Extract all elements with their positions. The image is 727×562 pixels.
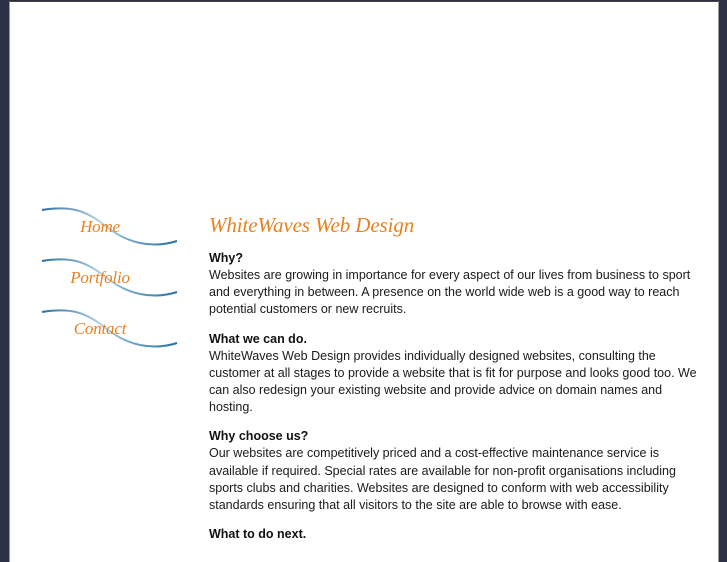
nav-home-label: Home bbox=[80, 217, 120, 236]
page-container bbox=[9, 1, 719, 562]
section-what-we-can-do bbox=[209, 331, 709, 417]
main-content bbox=[209, 213, 709, 555]
section-body: Our websites are competitively priced and a cost-effective maintenance service is available if required. Special rates are available for non-profit organisations including sports clubs and charities. Websites are designed to conform with web accessibility standards ensuring that all visitors to the site are able to browse with ease. bbox=[209, 446, 676, 513]
nav-portfolio-label: Portfolio bbox=[70, 268, 130, 287]
section-heading: Why choose us? bbox=[209, 429, 309, 444]
section-heading: What we can do. bbox=[209, 331, 307, 346]
section-why-choose-us bbox=[209, 428, 709, 514]
section-heading: What to do next. bbox=[209, 527, 307, 542]
nav-portfolio-link[interactable] bbox=[32, 256, 182, 307]
main-navigation bbox=[32, 205, 182, 358]
section-body: Websites are growing in importance for every aspect of our lives from business to sport and everything in between. A presence on the world wide web is a good way to reach potential customers or new recruits. bbox=[209, 268, 691, 317]
section-body: WhiteWaves Web Design provides individually designed websites, consulting the customer at all stages to provide a website that is fit for purpose and looks good too. We can also redesign your existing website and provide advice on domain names and hosting. bbox=[209, 348, 697, 415]
section-what-to-do-next bbox=[209, 526, 709, 543]
nav-contact-link[interactable] bbox=[32, 307, 182, 358]
nav-contact-label: Contact bbox=[73, 319, 127, 338]
nav-home-link[interactable] bbox=[32, 205, 182, 256]
section-heading: Why? bbox=[209, 251, 244, 265]
site-title: WhiteWaves Web Design bbox=[209, 213, 415, 237]
section-why bbox=[209, 250, 709, 319]
